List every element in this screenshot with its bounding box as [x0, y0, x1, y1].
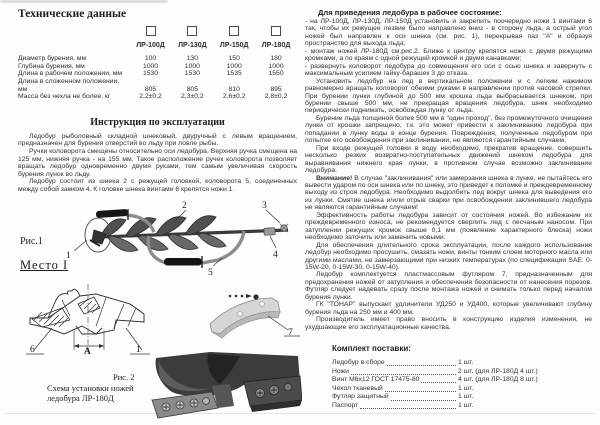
fig1-callout-1: 1 — [66, 251, 71, 261]
dotted-leader — [421, 376, 456, 383]
case-callout-7: 7 — [288, 328, 293, 338]
dotted-leader — [351, 368, 456, 375]
cell: 2,2±0,2 — [139, 93, 162, 101]
cell: 1530 — [184, 70, 200, 78]
package-item — [332, 393, 592, 402]
operation-paragraph: Установить ледобур на лед в вертикальном положении и с легким нажимом равномерно вращать коловорот обеими руками в направлении против часовой стрелки. При бурении лунки глубиной до 500 мм крошка льда выбрасывается шнеком, при бурении свыше 500 мм, не прекращая вращения ледобура, шнек необходимо периодически поднимать, освобождая лунку от льда. — [305, 77, 592, 115]
row-label: Диаметр бурения, мм — [18, 55, 87, 63]
operation-paragraph: Бурение льда толщиной более 500 мм в "один проход", без промежуточного очищения лунки от крошки запрещено, т.к. это может привести к заклиниванию ледобура при попадании в лунку воды в конце бурения. Повреждения, полученные ледобуром при попытке его освобождения при заклинивании, не являются гарантийным случаем. — [305, 114, 592, 145]
knife-case-drawing — [196, 288, 306, 342]
fig2-callout-6: 6 — [30, 345, 35, 355]
package-list — [332, 359, 592, 411]
fig1-label: Рис.1 — [20, 236, 43, 247]
dotted-leader — [391, 393, 456, 400]
package-item-qty: 1 шт. — [458, 393, 474, 401]
cell: 100 — [144, 55, 157, 63]
cell: 1000 — [184, 62, 200, 70]
cell: 1535 — [226, 70, 242, 78]
package-item — [332, 359, 592, 368]
package-item-qty: 4 шт. (для ЛР-180Д 8 шт.) — [458, 376, 538, 384]
operation-title: Для приведения ледобура в рабочее состояние: — [318, 8, 502, 17]
package-item — [332, 402, 592, 411]
operation-paragraph: ГК "ТОНАР" выпускает удлинители УД250 и УД400, которые увеличивают глубину бурения льда на 250 мм и 400 мм. — [305, 301, 592, 316]
cell: 2,6±0,2 — [222, 93, 246, 101]
table-row — [18, 93, 297, 101]
row-label: Длина в рабочем положении, мм — [18, 70, 123, 78]
instructions-paragraph: Ледобур состоит из шнека 2 с режущей головкой, коловорота 5, соединенных между собой замком 4. К головке шнека винтами 6 крепятся ножи 1. — [18, 178, 297, 193]
cell: 150 — [228, 55, 240, 63]
dotted-leader — [387, 359, 456, 366]
cell: 1000 — [142, 62, 159, 70]
model-checkbox — [187, 26, 197, 36]
fig1-callout-2: 2 — [182, 201, 187, 211]
warning-text: В случае "заклинивания" или замерзания шнека в лунке, не пытайтесь его вывести ударом по оси шнека или по шнеку, это приведет к поломке и преждевременному выходу из строя ледобура. Необходимо выдолбить лед вокруг шнека для выведения его из лунки. Смятие шнека и/или отрыв сварки при освобождении заклинившего ледобура не являются гарантийным случаем! — [305, 174, 592, 212]
package-item-qty: 2 шт. (для ЛР-180Д 4 шт.) — [458, 367, 538, 375]
dotted-leader — [385, 385, 456, 392]
cell: 1550 — [268, 70, 284, 78]
operation-paragraph: Эффективность работы ледобура зависит от состояния ножей. Во избежание их преждевременного износа, не рекомендуется сверлить лед с песчаным наносом. При затуплении режущих кромок свыше 0,1 мм (появление характерного блеска) ножи необходимо заточить или заменить новыми. — [305, 211, 592, 242]
model-checkbox — [229, 26, 239, 36]
instructions-title: Инструкция по эксплуатации — [90, 116, 225, 128]
cell: 805 — [186, 85, 199, 93]
fig1-callout-4: 4 — [273, 250, 278, 260]
package-item-name: Винт М6х12 ГОСТ 17475-80 — [332, 376, 420, 384]
cell: 180 — [270, 55, 282, 63]
figures-area — [0, 196, 302, 425]
row-label: Глубина бурения, мм — [18, 62, 85, 70]
package-item-name: Паспорт — [332, 402, 359, 409]
package-item-qty: 1 шт. — [458, 359, 474, 367]
operation-paragraph: Производитель имеет право вносить в конструкцию изделия изменения, не ухудшающие его эксплуатационные качества. — [305, 316, 592, 331]
cell: 810 — [228, 85, 240, 93]
operation-bullet: - на ЛР-100Д, ЛР-130Д, ЛР-150Д установить и закрепить поочередно ножи 1 винтами 6 так, чтобы их режущее лезвие было направлено вниз - в сторону льда, а острый угол ножей был направлен к оси шнека (см. рис. 1), перекрывая паз "А" и образуя пространство для выхода льда; — [305, 18, 592, 48]
package-item — [332, 376, 592, 385]
model-name: ЛР-180Д — [261, 41, 291, 49]
table-row — [18, 55, 297, 63]
tech-table-checkbox-row — [18, 26, 297, 39]
package-title: Комплект поставки: — [332, 344, 411, 354]
cell: 895 — [270, 85, 282, 93]
tech-table-model-row — [18, 42, 297, 50]
cell: 1000 — [226, 62, 242, 70]
cell: 1000 — [268, 62, 284, 70]
fig2-caption-text: Схема установки ножей ледобура ЛР-180Д — [47, 383, 134, 403]
package-item-qty: 1 шт. — [458, 402, 474, 409]
operation-paragraph: Ледобур комплектуется пластмассовым футляром 7, предназначенным для предохранения ножей от затупления и обеспечения безопасности от нанесения порезов. Футляр следует надевать сразу после монтажа ножей и снимать только перед началом бурения лунки. — [305, 271, 592, 301]
package-item-name: Футляр защитный — [332, 393, 389, 401]
cell: 2,8±0,2 — [264, 93, 288, 101]
package-item-name: Чехол тканевый — [332, 384, 383, 392]
instructions-paragraph: Ледобур рыболовный складной шнековый, двуручный с левым вращением, предназначен для бурения отверстий во льду при ловле рыбы. — [18, 132, 297, 148]
auger-head-photo — [150, 348, 302, 422]
table-row — [18, 78, 297, 93]
cell: 1530 — [142, 70, 159, 78]
package-item-name: Ледобур в сборе — [332, 359, 385, 367]
fig2-knife-scheme-drawing — [18, 282, 158, 360]
tech-table — [18, 26, 297, 101]
operation-bullet: - развернуть коловорот ледобура до совмещения его оси с осью шнека и завернуть с максимальным усилием гайку-барашек 3 до отказа. — [305, 62, 592, 78]
package-item — [332, 368, 592, 377]
tech-data-title: Технические данные — [18, 8, 127, 20]
table-row — [18, 70, 297, 78]
operation-paragraph: Для обеспечения длительного срока эксплуатации, после каждого использования ледобур необходимо просушить, смазать ножи, винты тонким слоем моторного масла или другими маслами, не замерзающими при низких температурах (по спецификации SAE: 0-15W-20, 0-15W-30, 0-15W-40). — [305, 241, 592, 271]
package-item-name: Ножи — [332, 367, 349, 375]
row-label: Масса без чехла не более, кг — [18, 93, 111, 101]
package-item-qty: 1 шт. — [458, 384, 474, 392]
model-checkbox — [146, 26, 156, 36]
cell: 805 — [144, 85, 157, 93]
model-checkbox — [271, 26, 281, 36]
fig2-callout-a: А — [84, 347, 91, 357]
fig2-callout-1: 1 — [136, 345, 141, 355]
fig2-caption-number: Рис. 2 — [113, 372, 135, 382]
operation-paragraph: При входе режущей головки в воду необходимо, прекратив вращение, совершить несколько резких возвратно-поступательных движений шнеком ледобура для выравнивания нижнего края лунки, в противном случае возможно заклинивание ледобура. — [305, 144, 592, 175]
fig1-callout-3: 3 — [262, 201, 267, 211]
right-column — [305, 8, 592, 411]
row-label: Длина в сложенном положении, мм — [18, 77, 120, 93]
left-column — [18, 8, 297, 194]
cell: 130 — [186, 55, 199, 63]
warning-label: Внимание! — [316, 174, 353, 182]
model-name: ЛР-100Д — [136, 41, 165, 49]
instructions-paragraph: Ручки коловорота смещены относительно оси ледобура. Верхняя ручка смещена на 125 мм, нижняя ручка - на 155 мм. Такое расположение ручек коловорота позволяет вращать ледобур одновременно двумя руками, тем самым увеличивая скорость бурения лунок во льду. — [18, 147, 297, 178]
model-name: ЛР-130Д — [178, 41, 207, 49]
operation-bullet: - монтаж ножей ЛР-180Д см.рис.2. Ближе к центру крепятся ножи с двумя режущими кромками, а по краям с одной режущей кромкой и двумя канавками; — [305, 47, 592, 63]
fig1-callout-5: 5 — [208, 268, 213, 278]
dotted-leader — [360, 402, 456, 409]
model-name: ЛР-150Д — [219, 41, 249, 49]
warning-paragraph — [305, 175, 592, 212]
scan-artifact — [0, 0, 168, 3]
place-i-label: Место I — [20, 258, 69, 272]
cell: 2,3±0,2 — [181, 93, 204, 101]
